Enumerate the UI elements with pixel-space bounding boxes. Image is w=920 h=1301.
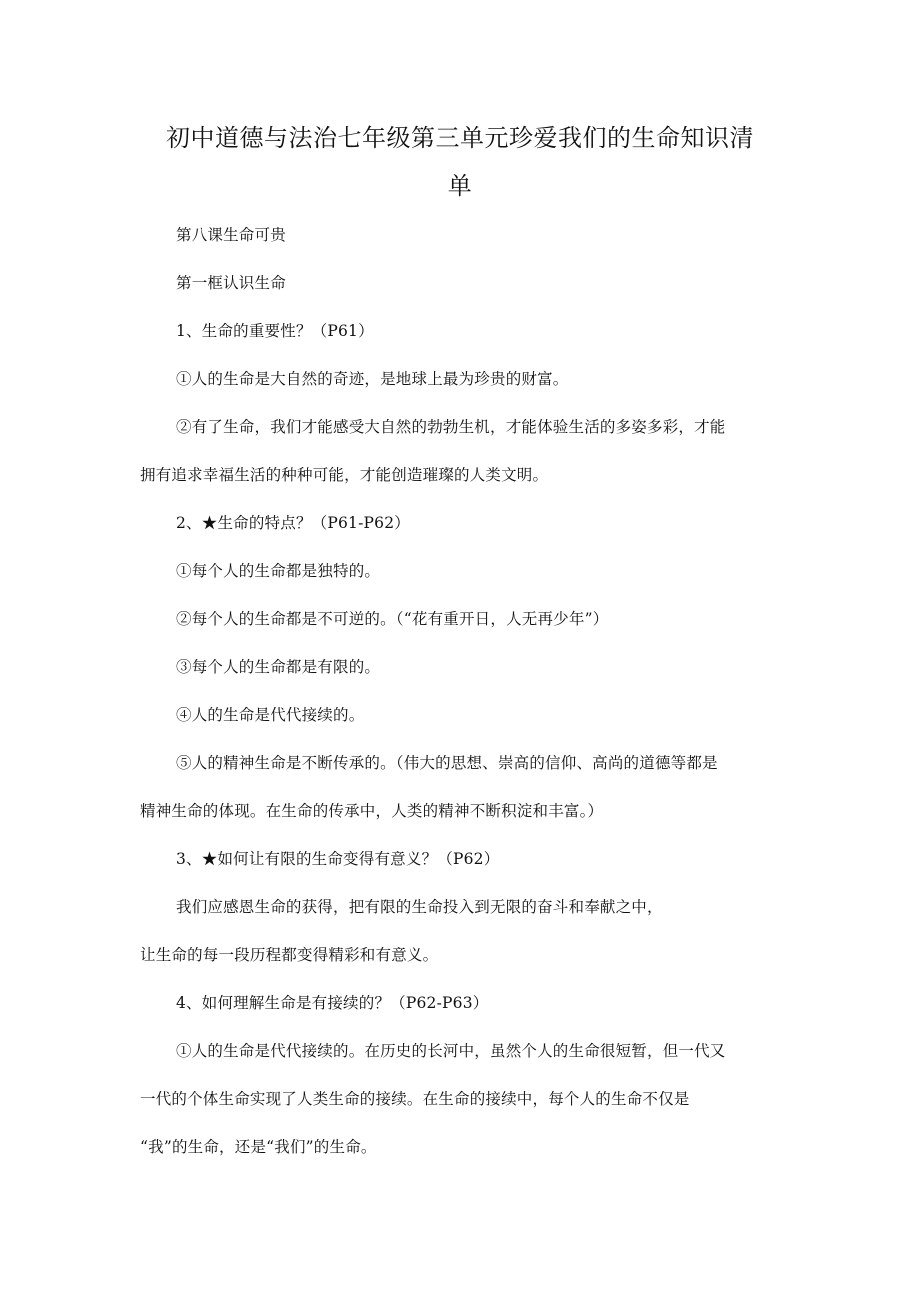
- question-2-point-2: ②每个人的生命都是不可逆的。（“花有重开日，人无再少年”）: [176, 610, 609, 628]
- document-title-line-2: 单: [447, 172, 473, 200]
- question-3-answer-line-2: 让生命的每一段历程都变得精彩和有意义。: [140, 946, 439, 964]
- question-4-point-1-line-3: “我”的生命，还是“我们”的生命。: [140, 1138, 377, 1156]
- lesson-heading: 第八课生命可贵: [176, 226, 286, 244]
- question-2-heading: 2、★生命的特点？（P61-P62）: [176, 514, 411, 532]
- question-2-point-4: ④人的生命是代代接续的。: [176, 706, 365, 724]
- question-2-point-3: ③每个人的生命都是有限的。: [176, 658, 381, 676]
- section-heading: 第一框认识生命: [176, 274, 286, 292]
- question-1-point-2-line-2: 拥有追求幸福生活的种种可能，才能创造璀璨的人类文明。: [140, 466, 549, 484]
- question-4-point-1-line-2: 一代的个体生命实现了人类生命的接续。在生命的接续中，每个人的生命不仅是: [140, 1090, 690, 1108]
- question-3-answer-line-1: 我们应感恩生命的获得，把有限的生命投入到无限的奋斗和奉献之中，: [176, 898, 663, 916]
- question-2-point-5-line-2: 精神生命的体现。在生命的传承中，人类的精神不断积淀和丰富。）: [140, 802, 604, 820]
- question-4-heading: 4、如何理解生命是有接续的？（P62-P63）: [176, 994, 489, 1012]
- question-3-heading: 3、★如何让有限的生命变得有意义？（P62）: [176, 850, 500, 868]
- question-1-heading: 1、生命的重要性？（P61）: [176, 322, 374, 340]
- document-title-line-1: 初中道德与法治七年级第三单元珍爱我们的生命知识清: [166, 124, 754, 152]
- question-1-point-2-line-1: ②有了生命，我们才能感受大自然的勃勃生机，才能体验生活的多姿多彩，才能: [176, 418, 726, 436]
- question-1-point-1: ①人的生命是大自然的奇迹，是地球上最为珍贵的财富。: [176, 370, 569, 388]
- question-2-point-1: ①每个人的生命都是独特的。: [176, 562, 381, 580]
- question-4-point-1-line-1: ①人的生命是代代接续的。在历史的长河中，虽然个人的生命很短暂，但一代又: [176, 1042, 726, 1060]
- question-2-point-5-line-1: ⑤人的精神生命是不断传承的。（伟大的思想、崇高的信仰、高尚的道德等都是: [176, 754, 718, 772]
